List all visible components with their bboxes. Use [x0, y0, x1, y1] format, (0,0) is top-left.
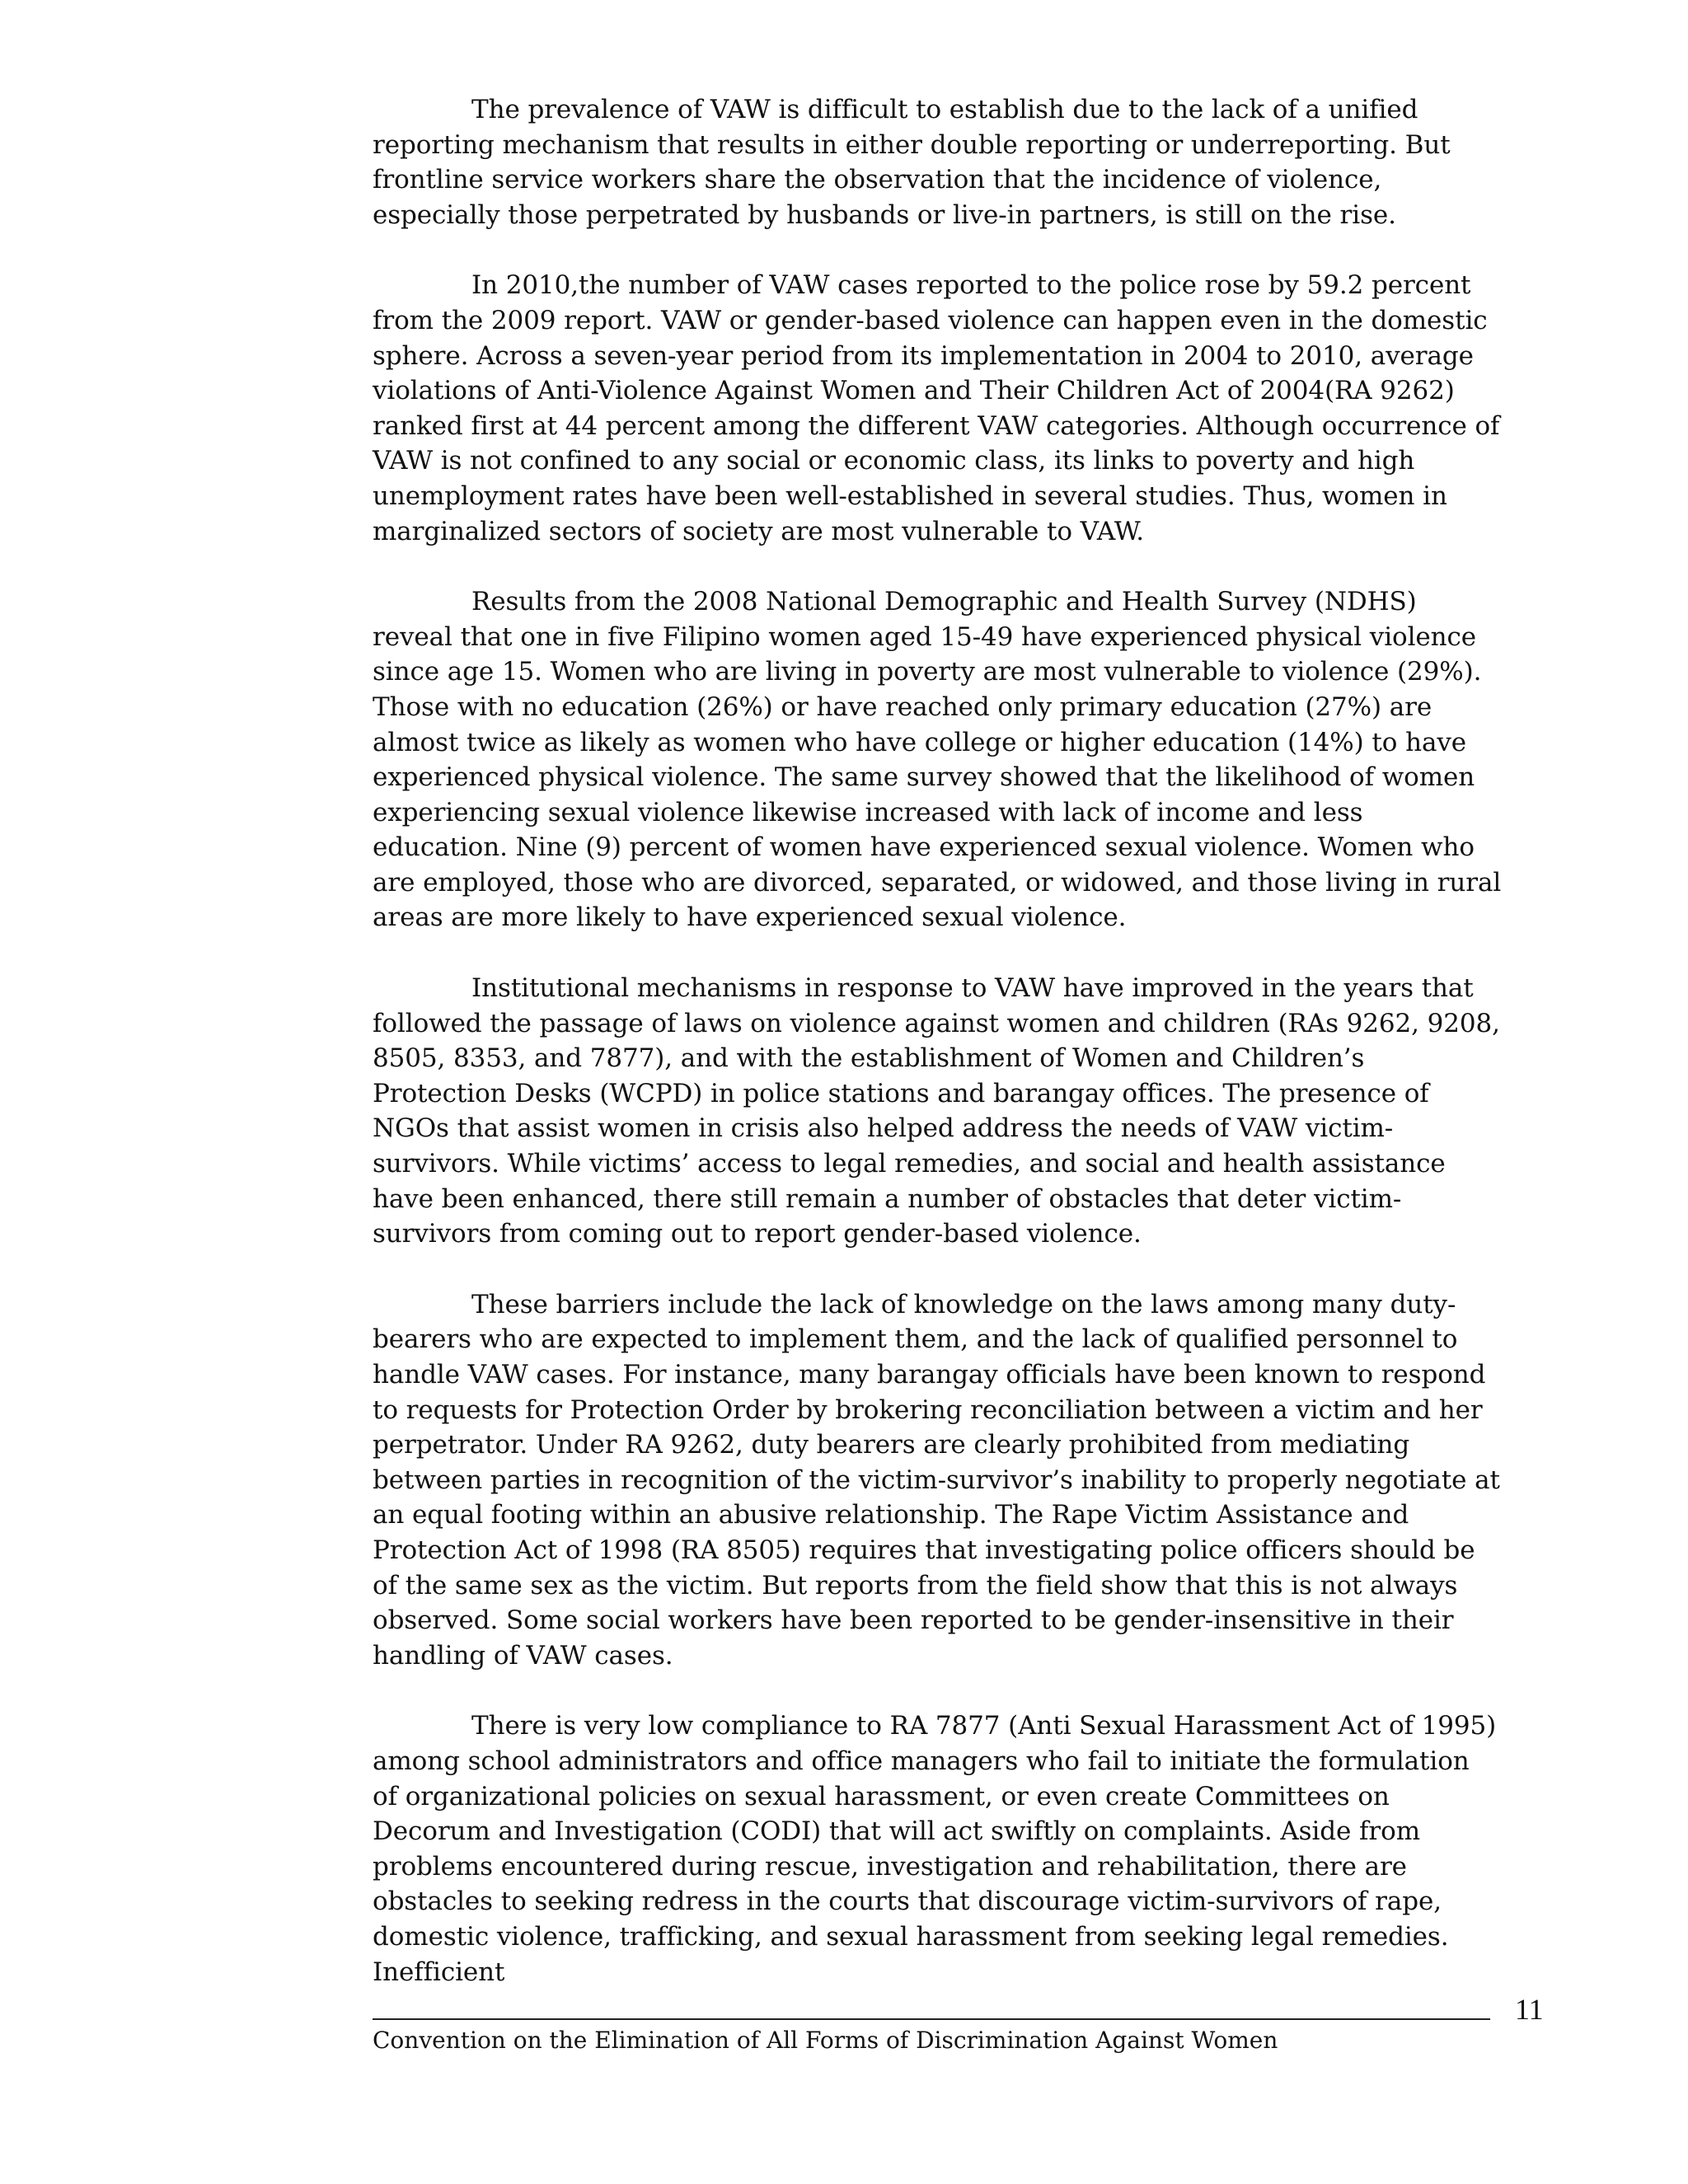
paragraph-6: There is very low compliance to RA 7877 (Anti Sexual Harassment Act of 1995) among school administrators and office managers who fail to initiate the formulation of organizational policies on sexual harassment, or even create Committees on Decorum and Investigation (CODI) that will act swiftly on complaints. Aside from problems encountered during rescue, investigation and rehabilitation, there are obstacles to seeking redress in the courts that discourage victim-survivors of rape, domestic violence, trafficking, and sexual harassment from seeking legal remedies. Inefficient	[373, 1711, 1497, 1987]
paragraph-5: These barriers include the lack of knowledge on the laws among many duty-bearers who are expected to implement them, and the lack of qualified personnel to handle VAW cases. For instance, many barangay officials have been known to respond to requests for Protection Order by brokering reconciliation between a victim and her perpetrator. Under RA 9262, duty bearers are clearly prohibited from mediating between parties in recognition of the victim-survivor’s inability to properly negotiate at an equal footing within an abusive relationship. The Rape Victim Assistance and Protection Act of 1998 (RA 8505) requires that investigating police officers should be of the same sex as the victim. But reports from the field show that this is not always observed. Some social workers have been reported to be gender-insensitive in their handling of VAW cases.	[373, 1289, 1500, 1671]
paragraph-1: The prevalence of VAW is difficult to establish due to the lack of a unified reporting mechanism that results in either double reporting or underreporting. But frontline service workers share the observation that the incidence of violence, especially those perpetrated by husbands or live-in partners, is still on the rise.	[373, 95, 1451, 230]
footer-divider	[373, 2018, 1490, 2020]
footer-title: Convention on the Elimination of All Forms of Discrimination Against Women	[373, 2027, 1278, 2054]
paragraph-4: Institutional mechanisms in response to VAW have improved in the years that followed the passage of laws on violence against women and children (RAs 9262, 9208, 8505, 8353, and 7877), and with the establishment of Women and Children’s Protection Desks (WCPD) in police stations and barangay offices. The presence of NGOs that assist women in crisis also helped address the needs of VAW victim-survivors. While victims’ access to legal remedies, and social and health assistance have been enhanced, there still remain a number of obstacles that deter victim-survivors from coming out to report gender-based violence.	[373, 973, 1500, 1249]
body-text	[373, 92, 1502, 2025]
paragraph-2: In 2010,the number of VAW cases reported to the police rose by 59.2 percent from the 2009 report. VAW or gender-based violence can happen even in the domestic sphere. Across a seven-year period from its implementation in 2004 to 2010, average violations of Anti-Violence Against Women and Their Children Act of 2004(RA 9262) ranked first at 44 percent among the different VAW categories. Although occurrence of VAW is not confined to any social or economic class, its links to poverty and high unemployment rates have been well-established in several studies. Thus, women in marginalized sectors of society are most vulnerable to VAW.	[373, 270, 1500, 546]
page-number: 11	[1515, 1993, 1544, 2026]
paragraph-3: Results from the 2008 National Demographic and Health Survey (NDHS) reveal that one in five Filipino women aged 15-49 have experienced physical violence since age 15. Women who are living in poverty are most vulnerable to violence (29%). Those with no education (26%) or have reached only primary education (27%) are almost twice as likely as women who have college or higher education (14%) to have experienced physical violence. The same survey showed that the likelihood of women experiencing sexual violence likewise increased with lack of income and less education. Nine (9) percent of women have experienced sexual violence. Women who are employed, those who are divorced, separated, or widowed, and those living in rural areas are more likely to have experienced sexual violence.	[373, 587, 1502, 933]
